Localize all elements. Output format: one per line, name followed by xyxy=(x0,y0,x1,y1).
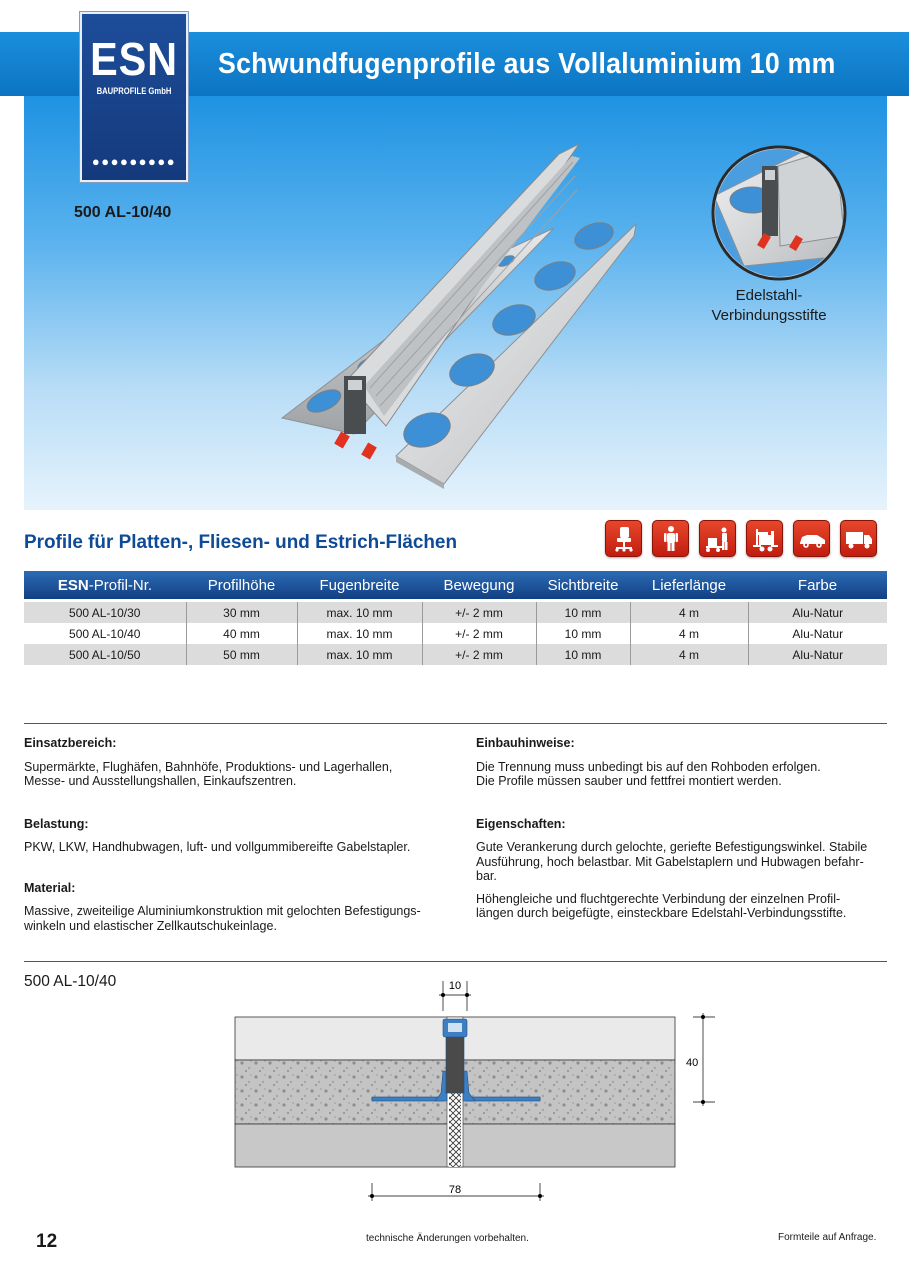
product-code-label: 500 AL-10/40 xyxy=(74,204,172,221)
page-title: Schwundfugenprofile aus Vollaluminium 10 mm xyxy=(218,48,836,80)
table-cell: 4 m xyxy=(630,623,748,644)
detail-caption-line1: Edelstahl- xyxy=(735,287,803,304)
dimension-flange-label: 78 xyxy=(448,1184,462,1196)
table-cell: +/- 2 mm xyxy=(422,644,536,665)
table-cell: +/- 2 mm xyxy=(422,602,536,623)
detail-caption-line2: Verbindungsstifte xyxy=(711,307,827,324)
einbau-text: Die Trennung muss unbedingt bis auf den Rohboden erfolgen. Die Profile müssen sauber und fettfrei montiert werden. xyxy=(476,759,821,788)
table-cell: 10 mm xyxy=(536,602,630,623)
drawing-label: 500 AL-10/40 xyxy=(24,973,117,990)
material-heading: Material: xyxy=(24,880,76,895)
table-row xyxy=(24,623,887,644)
divider xyxy=(24,723,887,724)
info-right-column xyxy=(476,736,886,935)
einbau-heading: Einbauhinweise: xyxy=(476,736,575,750)
einsatz-text: Supermärkte, Flughäfen, Bahnhöfe, Produktions- und Lagerhallen, Messe- und Ausstellungshallen, Einkaufszentren. xyxy=(24,759,393,788)
col-header-sicht: Sichtbreite xyxy=(536,571,630,599)
eigenschaften-text-1: Gute Verankerung durch gelochte, geriefte Befestigungswinkel. Stabile Ausführung, hoch belastbar. Mit Gabelstaplern und Hubwagen befahr- bar. xyxy=(476,840,868,883)
car-icon xyxy=(793,520,830,557)
dimension-height-label: 40 xyxy=(686,1057,699,1069)
table-cell: 4 m xyxy=(630,602,748,623)
info-left-column xyxy=(24,736,444,947)
detail-caption xyxy=(694,286,844,326)
spec-table xyxy=(24,571,887,665)
footer-right-note: Formteile auf Anfrage. xyxy=(778,1232,877,1243)
table-cell: 30 mm xyxy=(186,602,297,623)
table-cell: 50 mm xyxy=(186,644,297,665)
dimension-width-label: 10 xyxy=(448,980,462,992)
table-cell: 10 mm xyxy=(536,644,630,665)
logo-sub-text: BAUPROFILE GmbH xyxy=(96,86,172,96)
table-cell: max. 10 mm xyxy=(297,623,422,644)
material-text: Massive, zweiteilige Aluminiumkonstruktion mit gelochten Befestigungs- winkeln und elastischer Zellkautschukeinlage. xyxy=(24,904,421,933)
table-cell: max. 10 mm xyxy=(297,602,422,623)
table-cell: 10 mm xyxy=(536,623,630,644)
table-cell: 4 m xyxy=(630,644,748,665)
esn-logo xyxy=(80,12,188,182)
logo-main-text: ESN xyxy=(90,33,178,85)
einsatz-heading: Einsatzbereich: xyxy=(24,736,117,750)
section-title: Profile für Platten-, Fliesen- und Estrich-Flächen xyxy=(24,531,458,553)
table-cell: Alu-Natur xyxy=(748,623,887,644)
forklift-icon xyxy=(746,520,783,557)
col-header-laenge: Lieferlänge xyxy=(630,571,748,599)
col-header-profil: ESN-Profil-Nr. xyxy=(24,571,186,599)
eigenschaften-text-2: Höhengleiche und fluchtgerechte Verbindung der einzelnen Profil- längen durch beigefügte, einsteckbare Edelstahl-Verbindungsstifte. xyxy=(476,891,847,920)
col-header-bewegung: Bewegung xyxy=(422,571,536,599)
page-number: 12 xyxy=(36,1231,58,1252)
divider xyxy=(24,961,887,962)
cross-section-drawing xyxy=(225,975,725,1205)
table-cell: Alu-Natur xyxy=(748,644,887,665)
col-header-hoehe: Profilhöhe xyxy=(186,571,297,599)
table-row xyxy=(24,644,887,665)
table-cell: 40 mm xyxy=(186,623,297,644)
truck-icon xyxy=(840,520,877,557)
eigenschaften-heading: Eigenschaften: xyxy=(476,816,566,831)
pedestrian-icon xyxy=(652,520,689,557)
table-header-row xyxy=(24,571,887,599)
office-chair-icon xyxy=(605,520,642,557)
footer-note: technische Änderungen vorbehalten. xyxy=(366,1233,529,1244)
hand-truck-icon xyxy=(699,520,736,557)
table-cell: +/- 2 mm xyxy=(422,623,536,644)
table-cell: 500 AL-10/30 xyxy=(24,602,186,623)
belastung-heading: Belastung: xyxy=(24,816,89,831)
belastung-text: PKW, LKW, Handhubwagen, luft- und vollgummibereifte Gabelstapler. xyxy=(24,840,411,854)
col-header-fuge: Fugenbreite xyxy=(297,571,422,599)
table-cell: 500 AL-10/50 xyxy=(24,644,186,665)
table-cell: Alu-Natur xyxy=(748,602,887,623)
load-icons xyxy=(605,520,877,557)
table-cell: max. 10 mm xyxy=(297,644,422,665)
table-row xyxy=(24,602,887,623)
col-header-farbe: Farbe xyxy=(748,571,887,599)
table-cell: 500 AL-10/40 xyxy=(24,623,186,644)
logo-dots: ●●●●●●●●● xyxy=(91,154,177,169)
